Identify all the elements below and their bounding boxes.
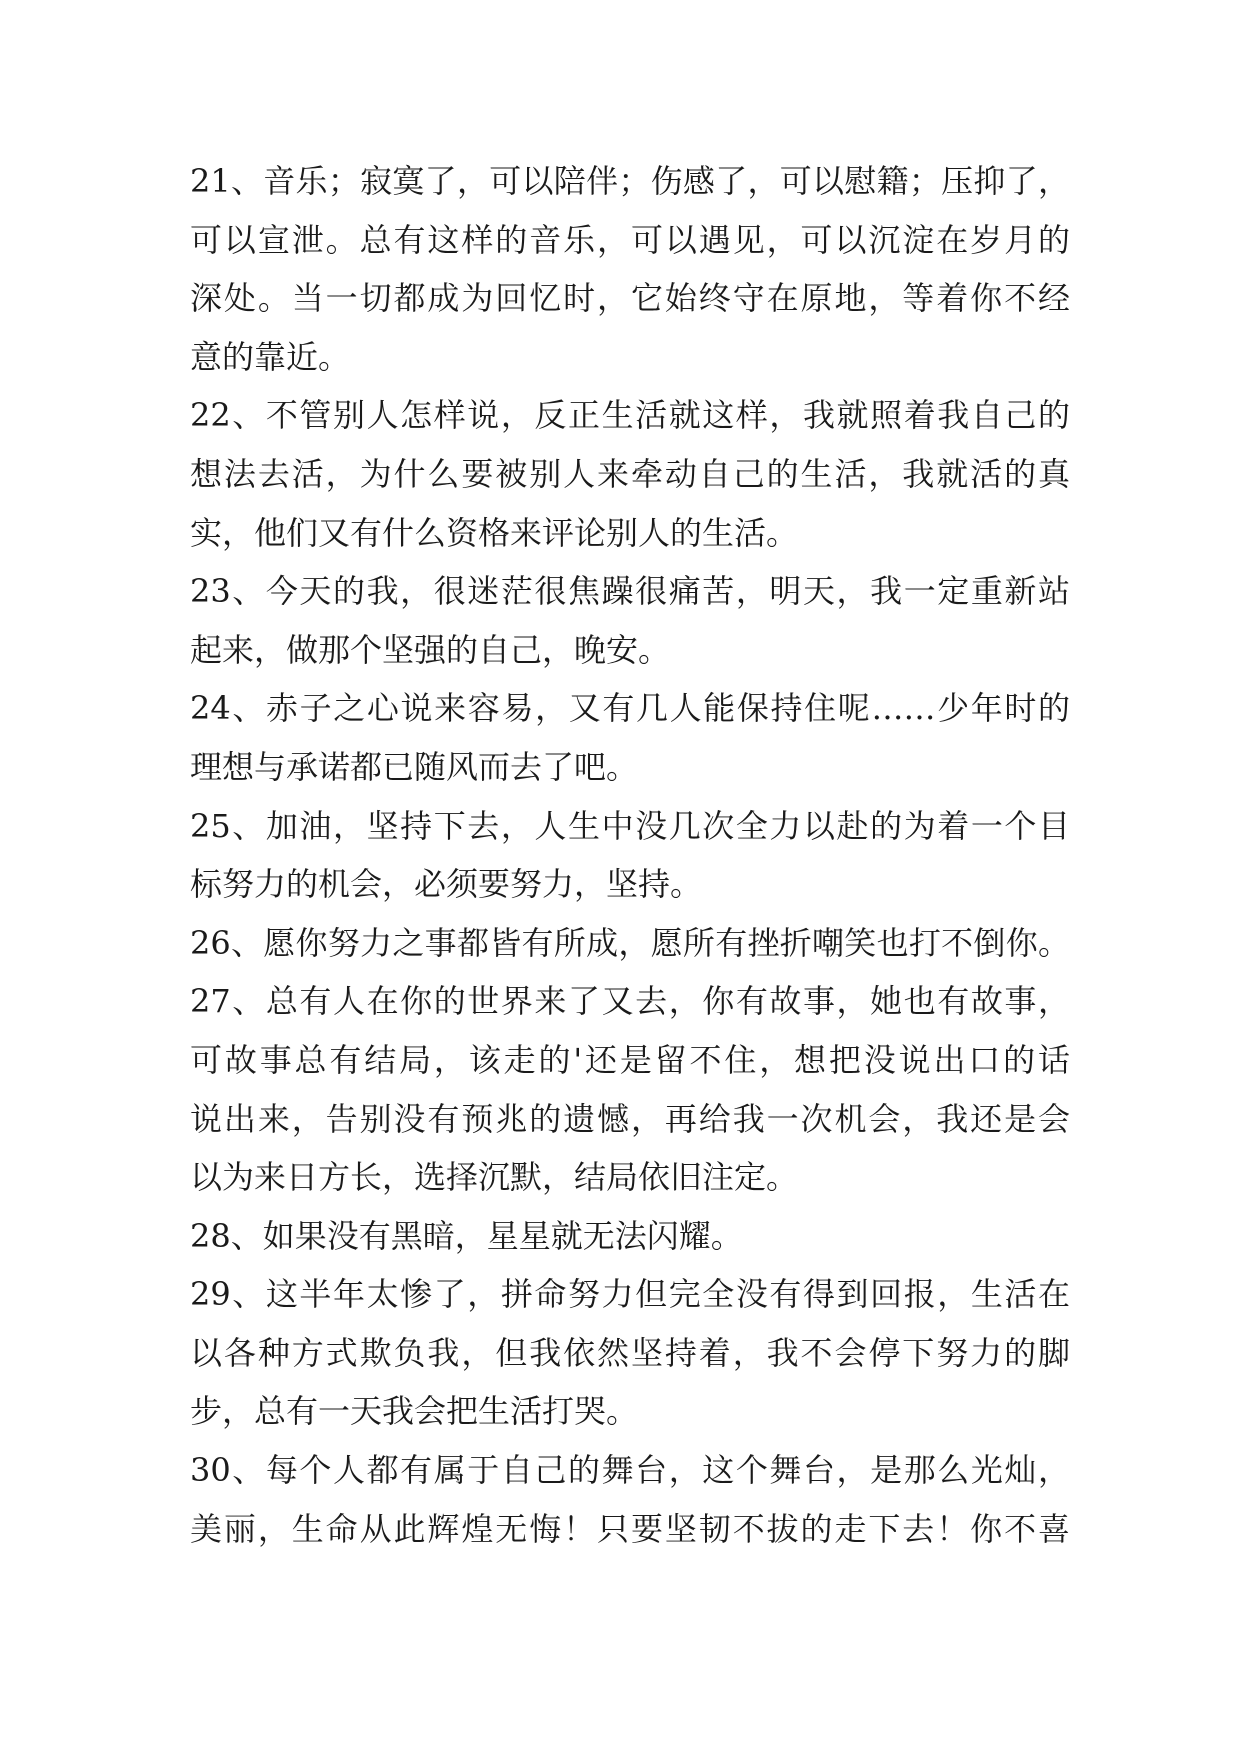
text-line: 想法去活，为什么要被别人来牵动自己的生活，我就活的真 (190, 454, 1070, 493)
text-line: 美丽，生命从此辉煌无悔！只要坚韧不拔的走下去！你不喜 (190, 1509, 1070, 1548)
text-line: 以各种方式欺负我，但我依然坚持着，我不会停下努力的脚 (190, 1333, 1070, 1372)
text-line: 深处。当一切都成为回忆时，它始终守在原地，等着你不经 (190, 279, 1070, 318)
text-line: 30、每个人都有属于自己的舞台，这个舞台，是那么光灿， (190, 1451, 1070, 1490)
text-line: 说出来，告别没有预兆的遗憾，再给我一次机会，我还是会 (190, 1099, 1070, 1138)
text-line: 理想与承诺都已随风而去了吧。 (190, 747, 639, 786)
document-body (190, 152, 1070, 1558)
text-line: 以为来日方长，选择沉默，结局依旧注定。 (190, 1158, 799, 1197)
text-line: 24、赤子之心说来容易，又有几人能保持住呢……少年时的 (190, 689, 1070, 728)
text-line: 28、如果没有黑暗，星星就无法闪耀。 (190, 1216, 743, 1255)
text-line: 意的靠近。 (190, 337, 351, 376)
text-line: 起来，做那个坚强的自己，晚安。 (190, 630, 671, 669)
text-line: 可故事总有结局，该走的'还是留不住，想把没说出口的话 (190, 1040, 1070, 1079)
text-line: 可以宣泄。总有这样的音乐，可以遇见，可以沉淀在岁月的 (190, 220, 1070, 259)
text-line: 27、总有人在你的世界来了又去，你有故事，她也有故事， (190, 982, 1070, 1021)
text-line: 26、愿你努力之事都皆有所成，愿所有挫折嘲笑也打不倒你。 (190, 923, 1070, 962)
text-line: 实，他们又有什么资格来评论别人的生活。 (190, 513, 799, 552)
text-line: 步，总有一天我会把生活打哭。 (190, 1392, 639, 1431)
text-line: 22、不管别人怎样说，反正生活就这样，我就照着我自己的 (190, 396, 1070, 435)
text-line: 25、加油，坚持下去，人生中没几次全力以赴的为着一个目 (190, 806, 1070, 845)
text-line: 21、音乐；寂寞了，可以陪伴；伤感了，可以慰籍；压抑了， (190, 162, 1070, 200)
text-line: 29、这半年太惨了，拼命努力但完全没有得到回报，生活在 (190, 1275, 1070, 1314)
text-line: 23、今天的我，很迷茫很焦躁很痛苦，明天，我一定重新站 (190, 572, 1070, 611)
text-line: 标努力的机会，必须要努力，坚持。 (190, 865, 703, 904)
